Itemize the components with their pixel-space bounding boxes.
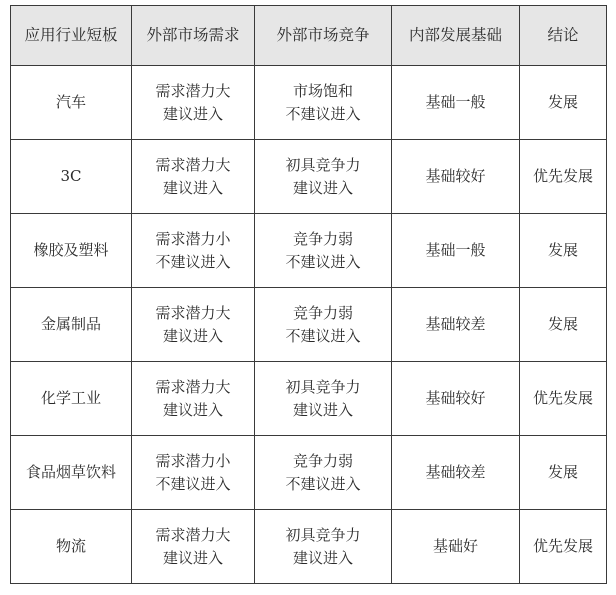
cell-demand-line: 建议进入 bbox=[162, 326, 223, 345]
cell-competition-line: 初具竞争力 bbox=[285, 377, 361, 396]
cell-competition-line: 不建议进入 bbox=[285, 252, 361, 271]
cell-demand bbox=[132, 66, 255, 140]
header-external-demand: 外部市场需求 bbox=[132, 6, 255, 66]
cell-foundation: 基础一般 bbox=[392, 66, 520, 140]
cell-demand-line: 需求潜力大 bbox=[155, 155, 231, 174]
cell-demand-line: 需求潜力大 bbox=[155, 303, 231, 322]
table-row bbox=[11, 510, 607, 584]
cell-demand-line: 需求潜力大 bbox=[155, 525, 231, 544]
cell-foundation: 基础一般 bbox=[392, 214, 520, 288]
header-row bbox=[11, 6, 607, 66]
cell-demand-line: 建议进入 bbox=[162, 104, 223, 123]
cell-demand bbox=[132, 288, 255, 362]
cell-demand-line: 不建议进入 bbox=[155, 474, 231, 493]
header-internal-foundation: 内部发展基础 bbox=[392, 6, 520, 66]
cell-competition-line: 初具竞争力 bbox=[285, 525, 361, 544]
cell-foundation: 基础较好 bbox=[392, 140, 520, 214]
table-row bbox=[11, 66, 607, 140]
cell-competition-line: 不建议进入 bbox=[285, 104, 361, 123]
cell-competition bbox=[255, 510, 392, 584]
header-external-competition: 外部市场竞争 bbox=[255, 6, 392, 66]
cell-foundation: 基础较差 bbox=[392, 288, 520, 362]
industry-analysis-table-container bbox=[10, 5, 607, 584]
cell-demand-line: 不建议进入 bbox=[155, 252, 231, 271]
table-body bbox=[11, 66, 607, 584]
cell-demand-line: 需求潜力大 bbox=[155, 81, 231, 100]
header-industry: 应用行业短板 bbox=[11, 6, 132, 66]
cell-competition bbox=[255, 140, 392, 214]
cell-conclusion: 发展 bbox=[520, 436, 607, 510]
cell-competition-line: 竞争力弱 bbox=[292, 229, 353, 248]
cell-competition bbox=[255, 436, 392, 510]
cell-demand-line: 建议进入 bbox=[162, 400, 223, 419]
cell-competition-line: 建议进入 bbox=[292, 178, 353, 197]
cell-competition-line: 竞争力弱 bbox=[292, 451, 353, 470]
cell-conclusion: 优先发展 bbox=[520, 140, 607, 214]
cell-demand bbox=[132, 140, 255, 214]
cell-conclusion: 优先发展 bbox=[520, 510, 607, 584]
cell-industry: 汽车 bbox=[11, 66, 132, 140]
cell-competition bbox=[255, 66, 392, 140]
table-row bbox=[11, 140, 607, 214]
cell-competition-line: 不建议进入 bbox=[285, 326, 361, 345]
cell-demand-line: 建议进入 bbox=[162, 178, 223, 197]
cell-industry: 食品烟草饮料 bbox=[11, 436, 132, 510]
cell-demand bbox=[132, 436, 255, 510]
cell-industry: 3C bbox=[11, 140, 132, 214]
header-conclusion: 结论 bbox=[520, 6, 607, 66]
cell-competition-line: 不建议进入 bbox=[285, 474, 361, 493]
cell-demand-line: 需求潜力小 bbox=[155, 451, 231, 470]
cell-foundation: 基础较差 bbox=[392, 436, 520, 510]
cell-industry: 物流 bbox=[11, 510, 132, 584]
table-row bbox=[11, 288, 607, 362]
cell-demand-line: 需求潜力大 bbox=[155, 377, 231, 396]
cell-conclusion: 发展 bbox=[520, 66, 607, 140]
cell-foundation: 基础好 bbox=[392, 510, 520, 584]
cell-competition-line: 建议进入 bbox=[292, 548, 353, 567]
table-row bbox=[11, 436, 607, 510]
cell-demand bbox=[132, 214, 255, 288]
cell-competition bbox=[255, 214, 392, 288]
industry-analysis-table bbox=[10, 5, 607, 584]
cell-demand-line: 建议进入 bbox=[162, 548, 223, 567]
cell-conclusion: 发展 bbox=[520, 214, 607, 288]
cell-competition-line: 建议进入 bbox=[292, 400, 353, 419]
cell-competition-line: 市场饱和 bbox=[292, 81, 353, 100]
cell-foundation: 基础较好 bbox=[392, 362, 520, 436]
cell-demand bbox=[132, 510, 255, 584]
table-header bbox=[11, 6, 607, 66]
cell-conclusion: 发展 bbox=[520, 288, 607, 362]
cell-industry: 金属制品 bbox=[11, 288, 132, 362]
cell-demand bbox=[132, 362, 255, 436]
cell-industry: 橡胶及塑料 bbox=[11, 214, 132, 288]
cell-industry: 化学工业 bbox=[11, 362, 132, 436]
cell-demand-line: 需求潜力小 bbox=[155, 229, 231, 248]
cell-competition-line: 竞争力弱 bbox=[292, 303, 353, 322]
cell-conclusion: 优先发展 bbox=[520, 362, 607, 436]
cell-competition-line: 初具竞争力 bbox=[285, 155, 361, 174]
table-row bbox=[11, 214, 607, 288]
table-row bbox=[11, 362, 607, 436]
cell-competition bbox=[255, 288, 392, 362]
cell-competition bbox=[255, 362, 392, 436]
